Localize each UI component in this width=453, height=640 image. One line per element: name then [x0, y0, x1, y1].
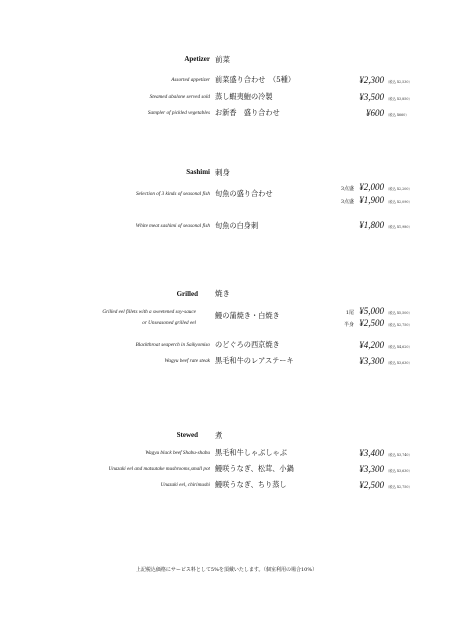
section-title-jp: 刺身	[215, 168, 230, 177]
item-price-tax: （税込 ¥3,740）	[386, 453, 412, 457]
item-name-en: Assorted appetizer	[171, 77, 210, 83]
item-price-tax: （税込 ¥2,750）	[386, 323, 412, 327]
item-name-en: Sampler of pickled vegetables	[147, 110, 210, 116]
item-price: ¥5,000	[359, 306, 384, 316]
item-price: ¥3,400	[359, 448, 384, 458]
item-name-jp: 黒毛和牛のレアステーキ	[215, 356, 294, 365]
item-price: ¥2,500	[359, 318, 384, 328]
item-name-en: Grilled eel fillets with a sweetened soy-sauce	[102, 309, 196, 315]
item-name-en: Selection of 3 kinds of seasonal fish	[135, 191, 210, 197]
section-title-jp: 前菜	[215, 55, 230, 64]
section-title-en: Sashimi	[186, 168, 210, 176]
item-price-tax: （税込 ¥4,620）	[386, 345, 412, 349]
item-name-en: Steamed abalone served sold	[149, 94, 210, 100]
item-name-jp: お新香 盛り合わせ	[215, 108, 280, 117]
section-title-jp: 焼き	[215, 289, 230, 298]
item-price-tax: （税込 ¥3,850）	[386, 97, 412, 101]
section-title-en: Grilled	[176, 290, 198, 298]
item-name-en: Unazaki eel and matsutake mushrooms,small pot	[108, 466, 210, 472]
item-name-en: Unazaki eel, chirimushi	[160, 482, 210, 488]
item-price-tax: （税込 ¥5,500）	[386, 311, 412, 315]
item-price-tax: （税込 ¥2,200）	[386, 187, 412, 191]
item-price: ¥2,300	[359, 75, 384, 85]
item-price: ¥2,000	[359, 182, 384, 192]
item-portion: 1尾	[345, 310, 354, 316]
item-name-jp: 前菜盛り合わせ （5種）	[215, 75, 296, 84]
item-name-jp: 旬魚の盛り合わせ	[215, 189, 273, 198]
item-price: ¥1,900	[359, 195, 384, 205]
item-name-en: Blackthroat seaperch in Saikyomiso	[135, 342, 210, 348]
item-name-jp: のどぐろの西京焼き	[215, 340, 280, 349]
section-title-jp: 煮	[215, 431, 223, 440]
item-price-tax: （税込 ¥1,980）	[386, 225, 412, 229]
item-name-jp: 鰻咲うなぎ、ちり蒸し	[215, 480, 287, 489]
service-charge-note: 上記税込価格にサービス料として5%を頂戴いたします。（個室利用の場合10%）	[135, 567, 318, 573]
item-price: ¥2,500	[359, 480, 384, 490]
item-price-tax: （税込 ¥2,090）	[386, 200, 412, 204]
item-name-en-line2: or Unseasoned grilled eel	[142, 320, 196, 326]
section-title-en: Apetizer	[184, 55, 210, 63]
item-name-jp: 旬魚の白身刺	[215, 221, 259, 230]
item-name-jp: 鰻咲うなぎ、松茸、小鍋	[215, 464, 294, 473]
item-price: ¥3,300	[359, 356, 384, 366]
item-portion: 3点盛	[340, 186, 354, 192]
item-price: ¥3,300	[359, 464, 384, 474]
item-name-en: Wagyu beef rate steak	[164, 358, 210, 364]
item-price: ¥600	[366, 108, 384, 118]
item-price: ¥1,800	[359, 220, 384, 230]
item-price-tax: （税込 ¥3,630）	[386, 361, 412, 365]
item-price-tax: （税込 ¥2,750）	[386, 485, 412, 489]
section-title-en: Stewed	[176, 431, 198, 439]
item-price-tax: （税込 ¥3,630）	[386, 469, 412, 473]
item-price-tax: （税込 ¥660）	[386, 113, 409, 117]
item-name-en: Wagyu black beef Shabu-shabu	[145, 450, 210, 456]
item-price: ¥4,200	[359, 340, 384, 350]
item-name-jp: 黒毛和牛しゃぶしゃぶ	[215, 448, 287, 457]
item-name-jp: 蒸し蝦夷鮑の冷製	[215, 92, 273, 101]
item-price: ¥3,500	[359, 92, 384, 102]
item-price-tax: （税込 ¥2,530）	[386, 80, 412, 84]
item-portion: 半身	[343, 322, 354, 328]
item-name-jp: 鰻の蒲焼き・白焼き	[215, 311, 280, 320]
item-name-en: White meat sashimi of seasonal fish	[135, 223, 210, 229]
item-portion: 3点盛	[340, 199, 354, 205]
